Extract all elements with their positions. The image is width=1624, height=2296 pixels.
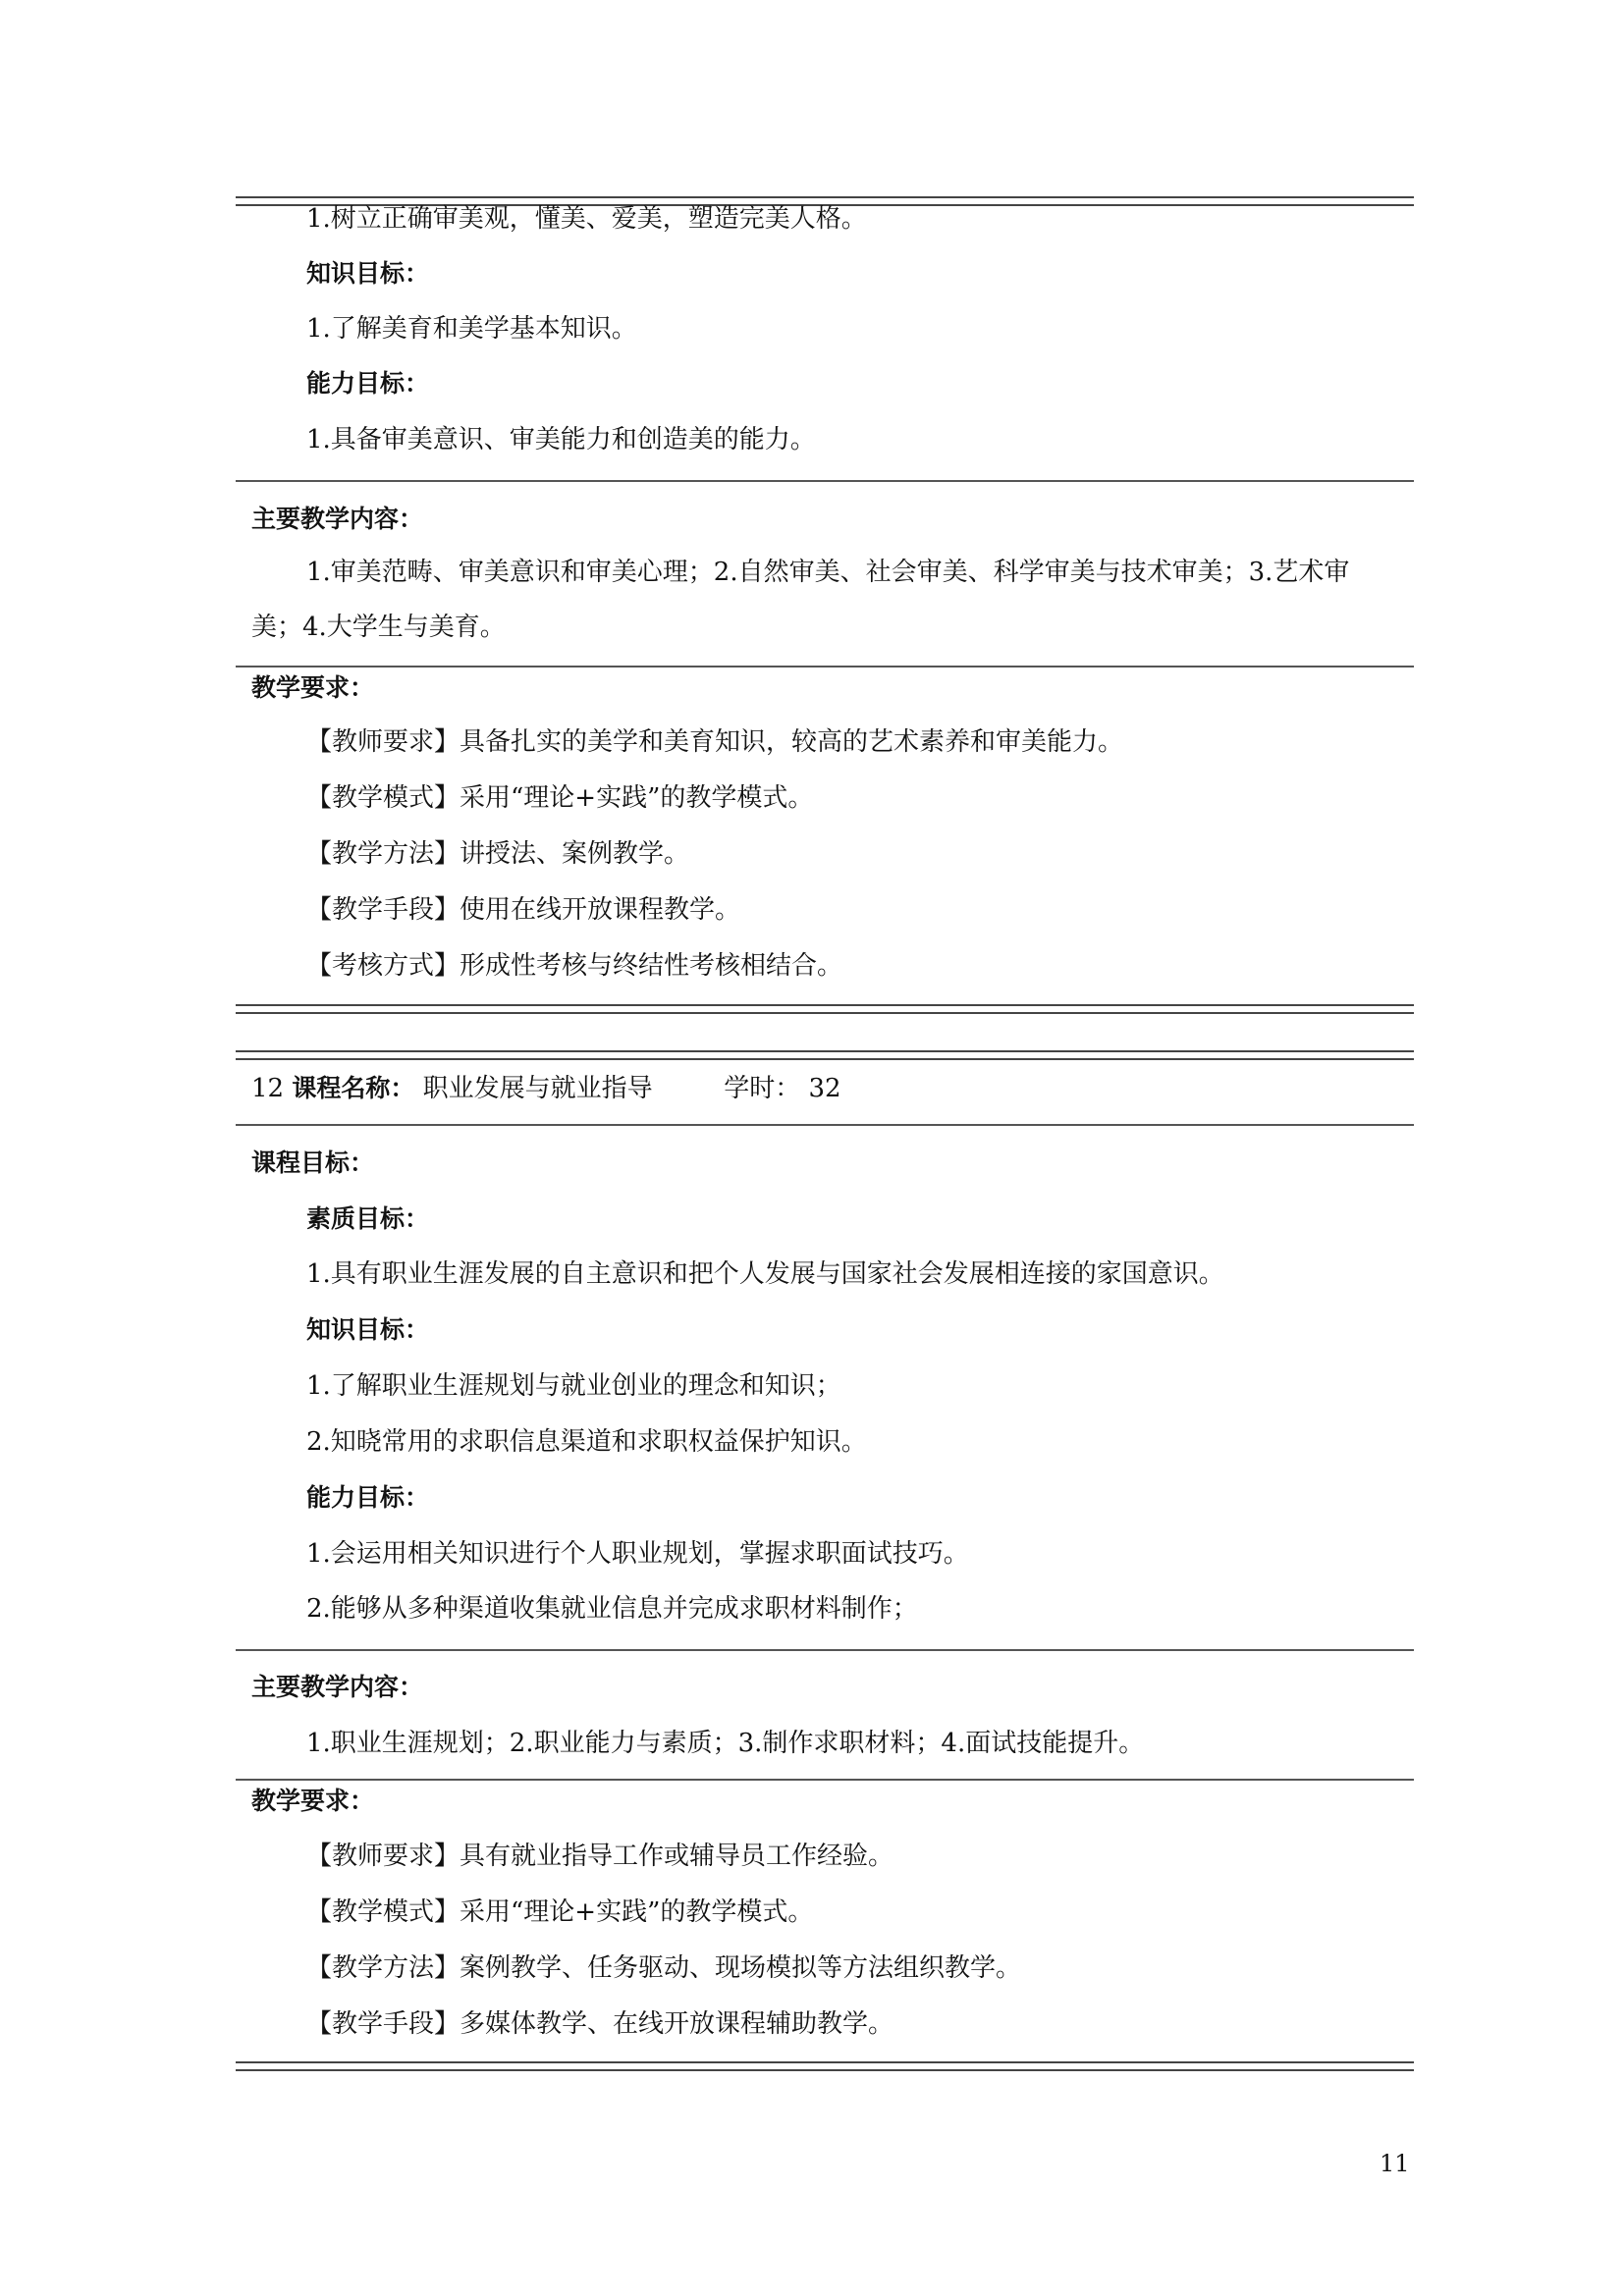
- requirement-item: 【教学模式】采用“理论+实践”的教学模式。: [306, 1897, 814, 1927]
- knowledge-goals-label: 知识目标：: [306, 259, 430, 288]
- requirement-item: 【教学模式】采用“理论+实践”的教学模式。: [306, 783, 814, 813]
- requirement-item: 【考核方式】形成性考核与终结性考核相结合。: [306, 951, 843, 981]
- quality-item: 1.具有职业生涯发展的自主意识和把个人发展与国家社会发展相连接的家国意识。: [306, 1259, 1224, 1289]
- knowledge-item: 1.了解美育和美学基本知识。: [306, 314, 637, 344]
- requirement-item: 【教师要求】具有就业指导工作或辅导员工作经验。: [306, 1842, 894, 1871]
- table-end-double-rule: [236, 1004, 1414, 1014]
- course-number: 12: [251, 1074, 285, 1103]
- course-hours-label: 学时：: [724, 1074, 801, 1103]
- knowledge-goals-label: 知识目标：: [306, 1315, 430, 1344]
- requirement-item: 【教师要求】具备扎实的美学和美育知识，较高的艺术素养和审美能力。: [306, 727, 1124, 757]
- course-goals-label: 课程目标：: [251, 1148, 375, 1177]
- requirement-item: 【教学手段】使用在线开放课程教学。: [306, 895, 741, 925]
- section-rule: [236, 480, 1414, 482]
- quality-item: 1.树立正确审美观，懂美、爱美，塑造完美人格。: [306, 204, 867, 234]
- table-end-double-rule: [236, 2061, 1414, 2071]
- section-rule: [236, 1779, 1414, 1781]
- teaching-requirements-label: 教学要求：: [251, 1787, 375, 1815]
- ability-goals-label: 能力目标：: [306, 369, 430, 398]
- page-number: 11: [1380, 2150, 1410, 2177]
- course-name-label: 课程名称：: [292, 1074, 415, 1102]
- teaching-requirements-label: 教学要求：: [251, 673, 375, 702]
- course-hours: 32: [808, 1074, 841, 1103]
- main-content-text: 1.审美范畴、审美意识和审美心理；2.自然审美、社会审美、科学审美与技术审美；3.艺术审美；4.大学生与美育。: [251, 558, 1350, 642]
- course-start-double-rule: [236, 1050, 1414, 1060]
- ability-goals-label: 能力目标：: [306, 1483, 430, 1512]
- requirement-item: 【教学手段】多媒体教学、在线开放课程辅助教学。: [306, 2009, 894, 2039]
- knowledge-item: 1.了解职业生涯规划与就业创业的理念和知识；: [306, 1371, 841, 1401]
- requirement-item: 【教学方法】案例教学、任务驱动、现场模拟等方法组织教学。: [306, 1953, 1022, 1983]
- section-rule: [236, 1649, 1414, 1651]
- main-content-label: 主要教学内容：: [251, 1673, 424, 1701]
- main-content-text: 1.职业生涯规划；2.职业能力与素质；3.制作求职材料；4.面试技能提升。: [306, 1729, 1145, 1758]
- requirement-item: 【教学方法】讲授法、案例教学。: [306, 839, 690, 869]
- course-header: [251, 1072, 841, 1105]
- ability-item: 2.能够从多种渠道收集就业信息并完成求职材料制作；: [306, 1594, 918, 1624]
- section-rule: [236, 1124, 1414, 1126]
- section-rule: [236, 666, 1414, 667]
- course-name: 职业发展与就业指导: [422, 1074, 653, 1103]
- ability-item: 1.会运用相关知识进行个人职业规划，掌握求职面试技巧。: [306, 1539, 969, 1569]
- main-content-label: 主要教学内容：: [251, 505, 424, 533]
- ability-item: 1.具备审美意识、审美能力和创造美的能力。: [306, 425, 816, 454]
- knowledge-item: 2.知晓常用的求职信息渠道和求职权益保护知识。: [306, 1427, 867, 1457]
- quality-goals-label: 素质目标：: [306, 1204, 430, 1233]
